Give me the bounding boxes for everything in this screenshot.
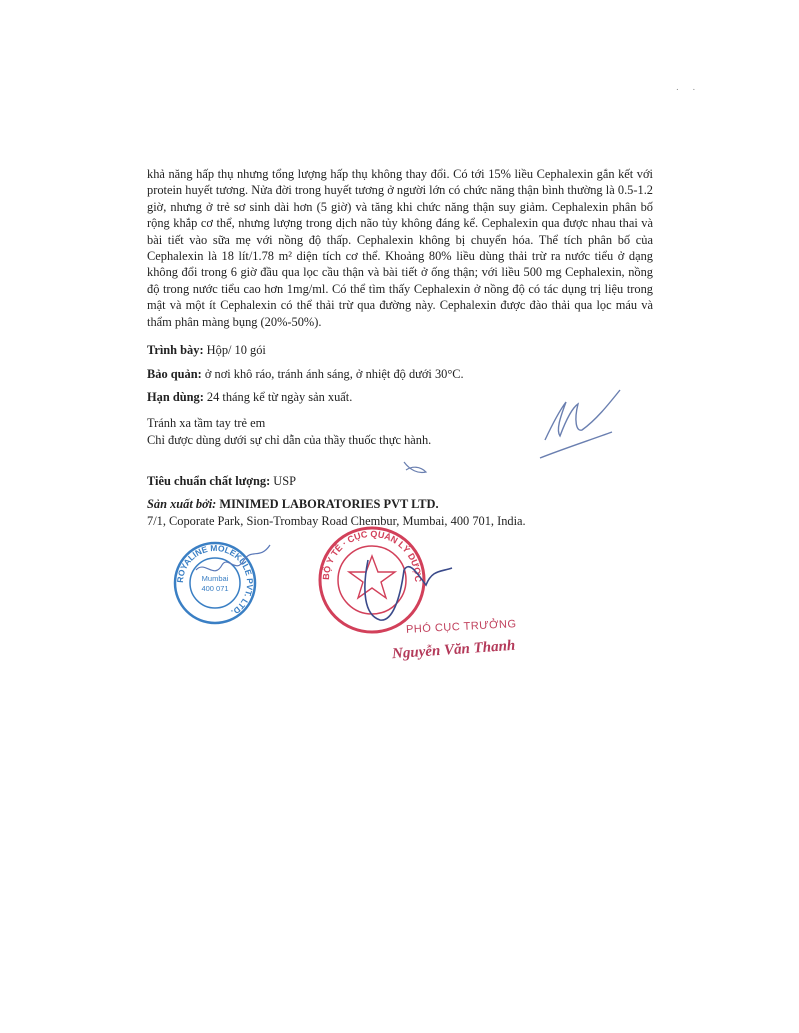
ministry-stamp-ring: BỘ Y TẾ · CỤC QUẢN LÝ DƯỢC bbox=[320, 528, 424, 583]
signature-title: PHÓ CỤC TRƯỞNG bbox=[405, 618, 517, 636]
company-stamp-ring: ROYALINE MOLEKULE PVT. LTD. bbox=[174, 542, 256, 618]
storage-label: Bảo quản: bbox=[147, 367, 202, 381]
signature-scribble-top bbox=[540, 390, 620, 458]
standard-value: USP bbox=[270, 474, 297, 488]
expiry-label: Hạn dùng: bbox=[147, 390, 204, 404]
presentation-label: Trình bày: bbox=[147, 343, 204, 357]
ministry-stamp bbox=[320, 528, 452, 632]
company-stamp bbox=[175, 543, 270, 623]
corner-mark: . . bbox=[676, 82, 701, 92]
pharmacokinetics-paragraph: khả năng hấp thụ nhưng tổng lượng hấp thụ không thay đổi. Có tới 15% liều Cephalexin gắn kết với protein huyết tương. Nửa đời trong huyết tương ở người lớn có chức năng thận bình thường là 0.5-1.2 giờ, nhưng ở trẻ sơ sinh dài hơn (5 giờ) và tăng khi chức năng thận suy giảm. Cephalexin phân bố rộng khắp cơ thể, nhưng lượng trong dịch não tủy không đáng kể. Cephalexin qua được nhau thai và bài tiết vào sữa mẹ với nồng độ thấp. Cephalexin không bị chuyển hóa. Thể tích phân bố của Cephalexin là 18 lít/1.78 m² diện tích cơ thể. Khoảng 80% liều dùng thải trừ ra nước tiểu ở dạng không đổi trong 6 giờ đầu qua lọc cầu thận và bài tiết ở ống thận; với liều 500 mg Cephalexin, nồng độ trong nước tiểu cao hơn 1mg/ml. Có thể tìm thấy Cephalexin ở nồng độ có tác dụng trị liệu trong mật và một ít Cephalexin có thể thải trừ qua đường này. Cephalexin được đào thải qua lọc máu và thẩm phân màng bụng (20%-50%). bbox=[147, 167, 653, 329]
signature-scribble-small bbox=[404, 462, 426, 473]
presentation-value: Hộp/ 10 gói bbox=[203, 343, 266, 357]
official-signature bbox=[365, 560, 452, 620]
company-stamp-code: 400 071 bbox=[201, 584, 229, 593]
manufacturer-address: 7/1, Coporate Park, Sion-Trombay Road Chembur, Mumbai, 400 701, India. bbox=[147, 514, 526, 528]
company-stamp-city: Mumbai bbox=[201, 574, 229, 583]
standard-label: Tiêu chuẩn chất lượng: bbox=[147, 474, 271, 488]
manufacturer-label: Sản xuất bởi: bbox=[147, 497, 217, 511]
star-emblem-icon bbox=[349, 556, 395, 598]
warning-prescription: Chỉ được dùng dưới sự chỉ dẫn của thầy thuốc thực hành. bbox=[147, 433, 432, 447]
expiry-value: 24 tháng kể từ ngày sản xuất. bbox=[203, 390, 353, 404]
warning-children: Tránh xa tầm tay trẻ em bbox=[147, 416, 266, 430]
signature-name: Nguyễn Văn Thanh bbox=[391, 637, 516, 663]
storage-value: ở nơi khô ráo, tránh ánh sáng, ở nhiệt độ dưới 30°C. bbox=[201, 367, 464, 381]
manufacturer-value: MINIMED LABORATORIES PVT LTD. bbox=[216, 497, 439, 511]
